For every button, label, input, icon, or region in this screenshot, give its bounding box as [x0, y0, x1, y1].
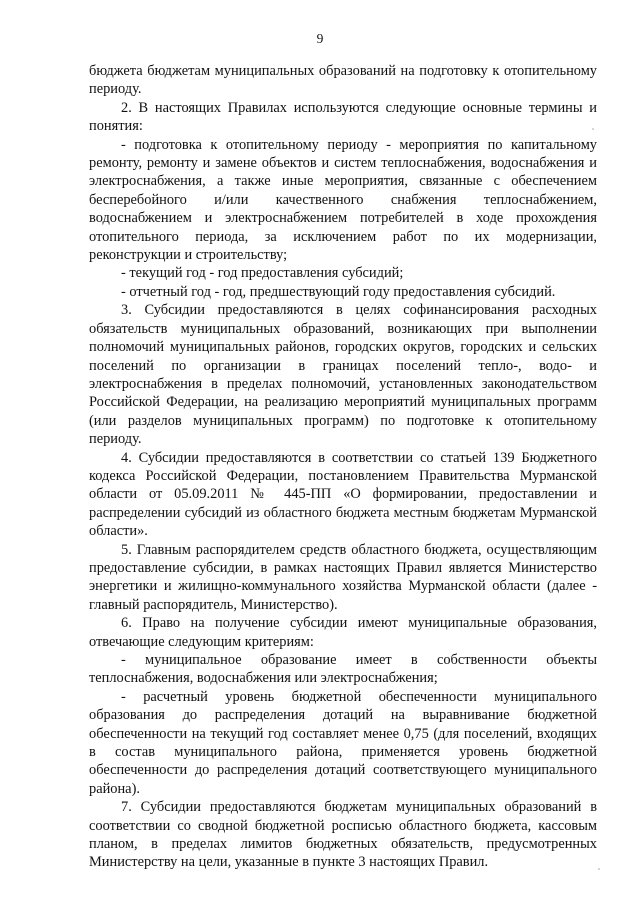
paragraph-5-main-manager: 5. Главным распорядителем средств областного бюджета, осуществляющим предоставление субсидии, в рамках настоящих Правил является Министерство энергетики и жилищно-коммунального хозяйства Мурманской области (далее - главный распорядитель, Министерство). [89, 541, 597, 613]
paragraph-4-legal-basis: 4. Субсидии предоставляются в соответствии со статьей 139 Бюджетного кодекса Российской Федерации, постановлением Правительства Мурманской области от 05.09.2011 № 445-ПП «О формировании, предоставлении и распределении субсидий из областного бюджета местным бюджетам Мурманской области». [89, 449, 597, 540]
paragraph-6-eligibility: 6. Право на получение субсидии имеют муниципальные образования, отвечающие следующим критериям: [89, 615, 597, 650]
paragraph-3-purpose: 3. Субсидии предоставляются в целях софинансирования расходных обязательств муниципальных образований, возникающих при выполнении полномочий муниципальных районов, городских округов, городских и сельских поселений по организации в границах поселений тепло-, водо- и электроснабжения в пределах полномочий, установленных законодательством Российской Федерации, на реализацию мероприятий муниципальных программ (или разделов муниципальных программ) по подготовке к отопительному периоду. [89, 302, 597, 448]
criterion-ownership: - муниципальное образование имеет в собственности объекты теплоснабжения, водоснабжения или электроснабжения; [89, 652, 597, 687]
scan-speck [592, 128, 594, 130]
page-number: 9 [316, 31, 324, 46]
term-current-year: - текущий год - год предоставления субсидий; [121, 265, 404, 282]
document-body [89, 62, 597, 872]
paragraph-2-terms: 2. В настоящих Правилах используются следующие основные термины и понятия: [89, 99, 597, 135]
scan-speck [598, 868, 600, 870]
paragraph-continuation: бюджета бюджетам муниципальных образований на подготовку к отопительному периоду. [89, 63, 597, 98]
term-heating-preparation: - подготовка к отопительному периоду - мероприятия по капитальному ремонту, ремонту и замене объектов и систем теплоснабжения, водоснабжения и электроснабжения, а также иные мероприятия, связанные с обеспечением бесперебойного и/или качественного снабжения теплоснабжением, водоснабжением и электроснабжением потребителей в ходе прохождения отопительного периода, за исключением работ по их модернизации, реконструкции и строительству; [89, 136, 597, 264]
term-reporting-year: - отчетный год - год, предшествующий году предоставления субсидий. [121, 283, 556, 300]
criterion-budget-sufficiency: - расчетный уровень бюджетной обеспеченности муниципального образования до распределения дотаций на выравнивание бюджетной обеспеченности на текущий год составляет менее 0,75 (для поселений, входящих в состав муниципального района, применяется уровень бюджетной обеспеченности до распределения дотаций соответствующего муниципального района). [89, 688, 597, 797]
paragraph-7-funding: 7. Субсидии предоставляются бюджетам муниципальных образований в соответствии со сводной бюджетной росписью областного бюджета, кассовым планом, в пределах лимитов бюджетных обязательств, предусмотренных Министерству на цели, указанные в пункте 3 настоящих Правил. [89, 799, 597, 871]
